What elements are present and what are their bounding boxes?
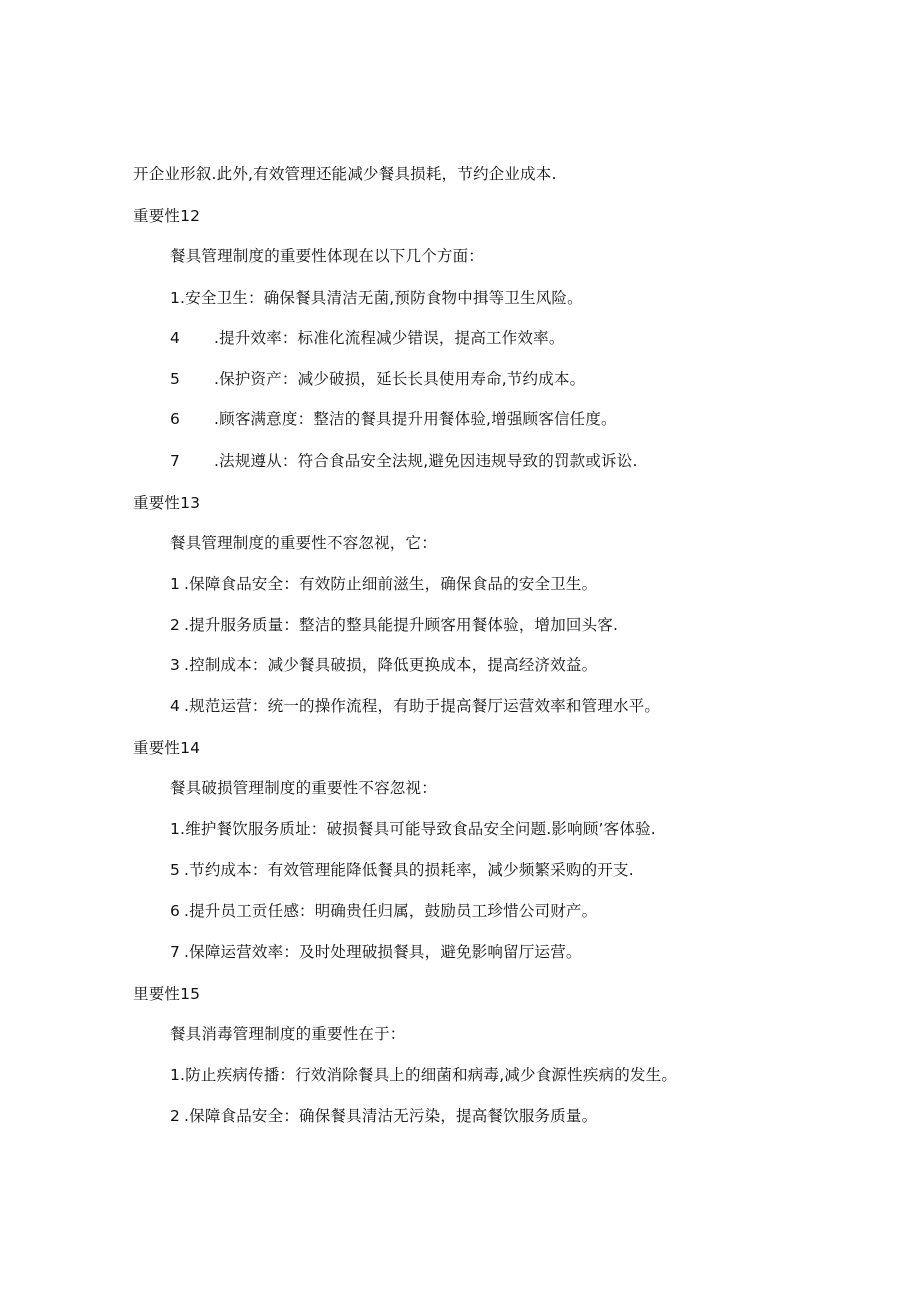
list-item-number: 2: [170, 616, 181, 634]
list-item: [170, 451, 638, 471]
list-item-text: .规范运营：统一的操作流程，有助于提高餐厅运营效率和管理水平。: [184, 697, 661, 715]
list-item-text: .保障食品安全：有效防止细前滋生，确保食品的安全卫生。: [184, 575, 598, 593]
section-heading: 重要性13: [133, 494, 201, 512]
list-item: [170, 574, 597, 594]
list-item-number: 4: [170, 329, 181, 347]
list-item-number: 5: [170, 861, 181, 879]
list-item-number: 2: [170, 1107, 181, 1125]
list-item-number: 6: [170, 410, 181, 428]
list-item-number: 1.: [170, 820, 186, 838]
list-item: [170, 1106, 597, 1126]
section-lead: 餐具破损管理制度的重要性不容忽视：: [170, 779, 437, 797]
list-item-text: .提升员工贡任感：明确贵任归属，鼓励员工珍惜公司财产。: [184, 902, 598, 920]
list-item: [170, 901, 597, 921]
section-lead: 餐具管理制度的重要性体现在以下几个方面：: [170, 247, 485, 265]
list-item-text: .控制成本：减少餐具破损，降低更换成本，提高经济效益。: [184, 656, 598, 674]
list-item-text: .提升服务质量：整洁的整具能提升顾客用餐体验，增加回头客.: [184, 616, 619, 634]
list-item-text: .保护资产：减少破损，延长长具使用寿命,节约成本。: [214, 370, 586, 388]
list-item-text: 防止疾病传播：行效消除餐具上的细菌和病毒,减少食源性疾病的发生。: [185, 1066, 678, 1084]
list-item-number: 7: [170, 943, 181, 961]
list-item: [170, 942, 582, 962]
section-lead: 餐具消毒管理制度的重要性在于：: [170, 1025, 406, 1043]
section-lead: 餐具管理制度的重要性不容忽视，它：: [170, 534, 437, 552]
list-item-number: 1.: [170, 1066, 186, 1084]
list-item-number: 1.: [170, 289, 186, 307]
list-item-text: .保障运营效率：及时处理破损餐具，避免影响留厅运营。: [184, 943, 582, 961]
list-item: [170, 819, 656, 839]
list-item-number: 7: [170, 452, 181, 470]
list-item: [170, 409, 617, 429]
list-item-text: .保障食品安全：确保餐具清沽无污染，提高餐饮服务质量。: [184, 1107, 598, 1125]
list-item: [170, 288, 583, 308]
list-item-text: 安全卫生：确保餐具清洁无菌,预防食物中揖等卫生风险。: [185, 289, 583, 307]
list-item: [170, 328, 565, 348]
list-item: [170, 369, 585, 389]
list-item-text: .节约成本：有效管理能降低餐具的损耗率，减少频繁采购的开支.: [184, 861, 634, 879]
intro-paragraph: 开企业形叙.此外,有效管理还能减少餐具损耗，节约企业成本.: [133, 165, 557, 183]
list-item-number: 6: [170, 902, 181, 920]
list-item: [170, 696, 660, 716]
section-heading: 重要性14: [133, 739, 201, 757]
list-item-number: 5: [170, 370, 181, 388]
list-item: [170, 1065, 677, 1085]
list-item: [170, 655, 597, 675]
list-item-number: 3: [170, 656, 181, 674]
list-item-text: .法规遵从：符合食品安全法规,避免因违规导致的罚款或诉讼.: [214, 452, 638, 470]
list-item-text: .顾客满意度：整洁的餐具提升用餐体验,增强顾客信任度。: [214, 410, 617, 428]
section-heading: 里要性15: [133, 985, 201, 1003]
list-item-text: 维护餐饮服务质址：破损餐具可能导致食品安全问题.影响顾’客体验.: [185, 820, 656, 838]
list-item: [170, 860, 634, 880]
list-item-text: .提升效率：标准化流程减少错误，提高工作效率。: [214, 329, 565, 347]
section-heading: 重要性12: [133, 207, 201, 225]
list-item: [170, 615, 618, 635]
list-item-number: 1: [170, 575, 181, 593]
list-item-number: 4: [170, 697, 181, 715]
